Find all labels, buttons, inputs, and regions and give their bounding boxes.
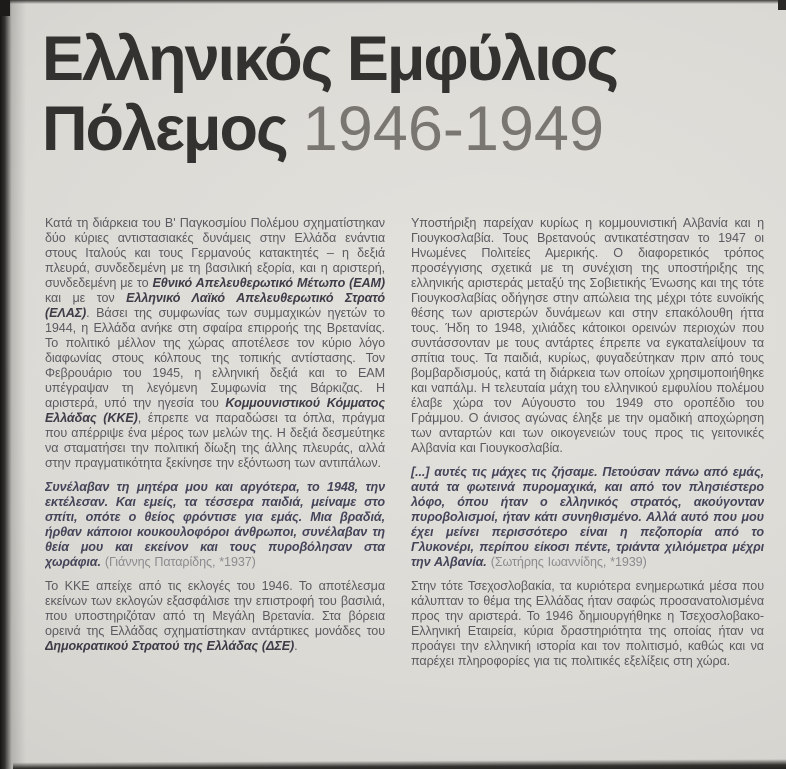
page-title [42, 24, 764, 164]
paragraph-elections-1946 [45, 579, 385, 654]
paragraph-resistance-origins [45, 216, 385, 471]
paragraph-czechoslovakia [411, 579, 764, 669]
column-right [411, 216, 764, 769]
text-segment: Κατά τη διάρκεια του Β' Παγκοσμίου Πολέμου σχηματίστηκαν δύο κύριες αντιστασιακές δυνάμεις στην Ελλάδα ενάντια στους Ιταλούς και τους Γερμανούς κατακτητές – η δεξιά πλευρά, συνδεδεμένη με τη βασιλική εξορία, και η αριστερή, συνδεδεμένη με το [45, 216, 385, 290]
witness-quote-ioannidis [411, 465, 764, 570]
term-dse: Δημοκρατικού Στρατού της Ελλάδας (ΔΣΕ) [45, 639, 295, 653]
term-kke: Κομμουνιστικού Κόμματος Ελλάδας (ΚΚΕ) [45, 396, 385, 425]
title-years: 1946-1949 [302, 94, 604, 164]
term-elas: Ελληνικό Λαϊκό Απελευθερωτικό Στρατό (ΕΛΑΣ) [45, 291, 385, 320]
text-columns [45, 216, 764, 769]
term-eam: Εθνικό Απελευθερωτικό Μέτωπο (ΕΑΜ) [152, 276, 386, 290]
text-segment: Το ΚΚΕ απείχε από τις εκλογές του 1946. Το αποτέλεσμα εκείνων των εκλογών εξασφάλισε την επιστροφή του βασιλιά, που υποστηριζόταν από τη Μεγάλη Βρετανία. Στα βόρεια ορεινά της Ελλάδας σχηματίστηκαν αντάρτικες μονάδες του [45, 579, 385, 638]
title-line-2-word: Πόλεμος [42, 94, 287, 164]
text-segment: και με τον [45, 291, 127, 305]
quote-text: [...] αυτές τις μάχες τις ζήσαμε. Πετούσαν πάνω από εμάς, αυτά τα φωτεινά πυρομαχικά, και από τον πλησιέστερο λόφο, όπου ήταν ο ελληνικός στρατός, ακούγονταν πυροβολισμοί, ήταν κάτι συνηθισμένο. Αλλά αυτό που μου έχει μείνει περισσότερο είναι η πεζοπορία από το Γλυκονέρι, περίπου είκοσι πέντε, τριάντα χιλιόμετρα μέχρι την Αλβανία. [411, 465, 764, 569]
text-segment: Υποστήριξη παρείχαν κυρίως η κομμουνιστική Αλβανία και η Γιουγκοσλαβία. Τους Βρετανούς αντικατέστησαν το 1947 οι Ηνωμένες Πολιτείες Αμερικής. Ο διαφορετικός τρόπος προσέγγισης σχετικά με τη συνέχιση της υποστήριξης της ελληνικής αριστεράς μεταξύ της Σοβιετικής Ένωσης και της τότε Γιουγκοσλαβίας οδήγησε στην απώλεια της μέχρι τότε ευνοϊκής θέσης των αριστερών δυνάμεων και στην επακόλουθη ήττα τους. Ήδη το 1948, χιλιάδες κάτοικοι ορεινών περιοχών που συντάσσονταν με τους αντάρτες έπρεπε να εγκαταλείψουν τα σπίτια τους. Τα παιδιά, κυρίως, φυγαδεύτηκαν πριν από τους βομβαρδισμούς, κατά τη διάρκεια των οποίων χρησιμοποιήθηκε και ναπάλμ. Η τελευταία μάχη του ελληνικού εμφυλίου πολέμου έλαβε χώρα τον Αύγουστο του 1949 στο οροπέδιο του Γράμμου. Ο άνισος αγώνας έληξε με την ομαδική αποχώρηση των ανταρτών και των οικογενειών τους προς τις γειτονικές Αλβανία και Γιουγκοσλαβία. [411, 216, 764, 455]
photo-corner-top-right [778, 0, 786, 10]
text-segment: . Βάσει της συμφωνίας των συμμαχικών ηγετών το 1944, η Ελλάδα ανήκε στη σφαίρα επιρροής της Βρετανίας. Το πολιτικό μέλλον της χώρας αποτέλεσε τον κύριο λόγο διαφωνίας στους κόλπους της τοπικής αντίστασης. Τον Φεβρουάριο του 1945, η ελληνική δεξιά και το ΕΑΜ υπέγραψαν τη λεγόμενη Συμφωνία της Βάρκιζας. Η αριστερά, υπό την ηγεσία του [45, 306, 385, 410]
text-segment: . [294, 639, 298, 653]
text-segment: , έπρεπε να παραδώσει τα όπλα, πράγμα που απέρριψε ένα μέρος των μελών της. Η δεξιά δεσμεύτηκε να σταματήσει την πολιτική δίωξη της άλλης πλευράς, αλλά στην πραγματικότητα ξεκίνησε την εξόντωση των αντιπάλων. [45, 411, 385, 470]
column-left [45, 216, 385, 769]
photo-corner-top-left [0, 0, 10, 16]
title-line-1: Ελληνικός Εμφύλιος [42, 24, 617, 94]
witness-quote-pataridis [45, 480, 385, 570]
quote-attribution: (Σωτήρης Ιωαννίδης, *1939) [490, 555, 647, 569]
paragraph-foreign-support [411, 216, 764, 456]
text-segment: Στην τότε Τσεχοσλοβακία, τα κυριότερα ενημερωτικά μέσα που κάλυπταν το θέμα της Ελλάδας ήταν σαφώς προσανατολισμένα προς την αριστερά. Το 1946 δημιουργήθηκε η Τσεχοσλοβακο-Ελληνική Εταιρεία, κύρια δραστηριότητα της οποίας ήταν να προάγει την ελληνική ιστορία και τον πολιτισμό, καθώς και να παρέχει πληροφορίες για τις πολιτικές εξελίξεις στη χώρα. [411, 579, 764, 668]
quote-attribution: (Γιάννης Παταρίδης, *1937) [104, 555, 256, 569]
quote-text: Συνέλαβαν τη μητέρα μου και αργότερα, το 1948, την εκτέλεσαν. Και εμείς, τα τέσσερα παιδιά, μείναμε στο σπίτι, οπότε ο θείος φρόντισε για εμάς. Μια βραδιά, ήρθαν κάποιοι κουκουλοφόροι άνθρωποι, συνέλαβαν τη θεία μου και εκείνον και τους πυροβόλησαν στα χωράφια. [45, 480, 385, 569]
